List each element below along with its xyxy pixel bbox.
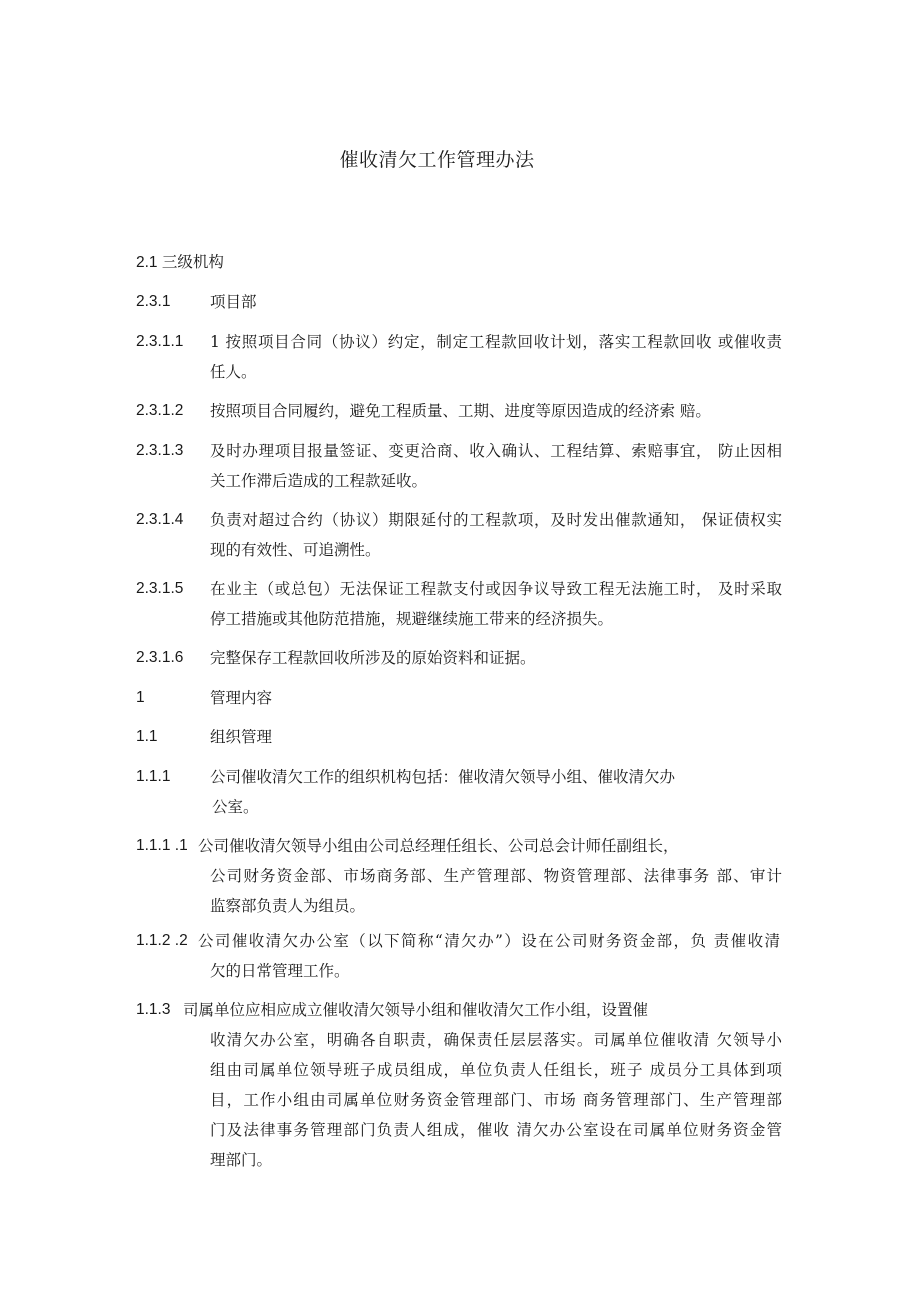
section-text: 在业主（或总包）无法保证工程款支付或因争议导致工程无法施工时， 及时采取: [210, 580, 782, 598]
section-text: 收清欠办公室，明确各自职责，确保责任层层落实。司属单位催收清 欠领导小: [210, 1031, 782, 1049]
section-text: 公室。: [212, 798, 259, 816]
section-text: 完整保存工程款回收所涉及的原始资料和证据。: [210, 649, 536, 667]
section-text: 公司财务资金部、市场商务部、生产管理部、物资管理部、法律事务 部、审计: [210, 867, 782, 885]
section-heading-text: 公司催收清欠领导小组由公司总经理任组长、公司总会计师任副组长，: [198, 837, 679, 855]
section-text: 按照项目合同履约，避免工程质量、工期、进度等原因造成的经济索 赔。: [210, 402, 711, 420]
section-text: 目，工作小组由司属单位财务资金管理部门、市场 商务管理部门、生产管理部: [210, 1091, 782, 1109]
section-number: 1.1.2 .2: [136, 932, 188, 949]
section-number: 2.3.1.1: [136, 333, 184, 350]
section-text: 停工措施或其他防范措施，规避继续施工带来的经济损失。: [210, 610, 614, 628]
section-number: 2.3.1.5: [136, 580, 184, 597]
section-number: 1.1.1: [136, 768, 171, 785]
section-text: 及时办理项目报量签证、变更洽商、收入确认、工程结算、索赔事宜， 防止因相: [210, 442, 782, 460]
section-number: 2.3.1.3: [136, 442, 184, 459]
section-text: 管理内容: [210, 689, 273, 707]
section-text: 门及法律事务管理部门负责人组成，催收 清欠办公室设在司属单位财务资金管: [210, 1121, 782, 1139]
section-number: 2.1 三级机构: [136, 254, 224, 271]
section-text: 组由司属单位领导班子成员组成，单位负责人任组长，班子 成员分工具体到项: [210, 1061, 782, 1079]
section-number: 1.1: [136, 728, 158, 745]
section-text: 现的有效性、可追溯性。: [210, 541, 381, 559]
section-heading-text: 公司催收清欠办公室（以下简称“清欠办”）设在公司财务资金部，负 责催收清: [198, 932, 780, 950]
section-number: 1: [136, 689, 145, 706]
section-text: 任人。: [210, 363, 257, 381]
section-text: 欠的日常管理工作。: [210, 962, 350, 980]
section-number: 1.1.3: [136, 1001, 171, 1018]
document-title: 催收清欠工作管理办法: [339, 149, 535, 171]
section-text: 理部门。: [210, 1151, 273, 1169]
section-text: 公司催收清欠工作的组织机构包括：催收清欠领导小组、催收清欠办: [210, 768, 676, 786]
section-text: 1 按照项目合同（协议）约定，制定工程款回收计划，落实工程款回收 或催收责: [210, 333, 782, 351]
section-text: 组织管理: [210, 728, 273, 746]
section-number: 2.3.1.4: [136, 511, 184, 528]
section-heading-text: 司属单位应相应成立催收清欠领导小组和催收清欠工作小组，设置催: [183, 1001, 649, 1019]
section-number: 2.3.1.2: [136, 402, 184, 419]
section-number: 1.1.1 .1: [136, 837, 188, 854]
section-text: 关工作滞后造成的工程款延收。: [210, 472, 428, 490]
section-text: 项目部: [210, 293, 257, 311]
section-text: 监察部负责人为组员。: [210, 897, 366, 915]
section-number: 2.3.1: [136, 293, 171, 310]
section-text: 负责对超过合约（协议）期限延付的工程款项，及时发出催款通知， 保证债权实: [210, 511, 782, 529]
section-number: 2.3.1.6: [136, 649, 184, 666]
